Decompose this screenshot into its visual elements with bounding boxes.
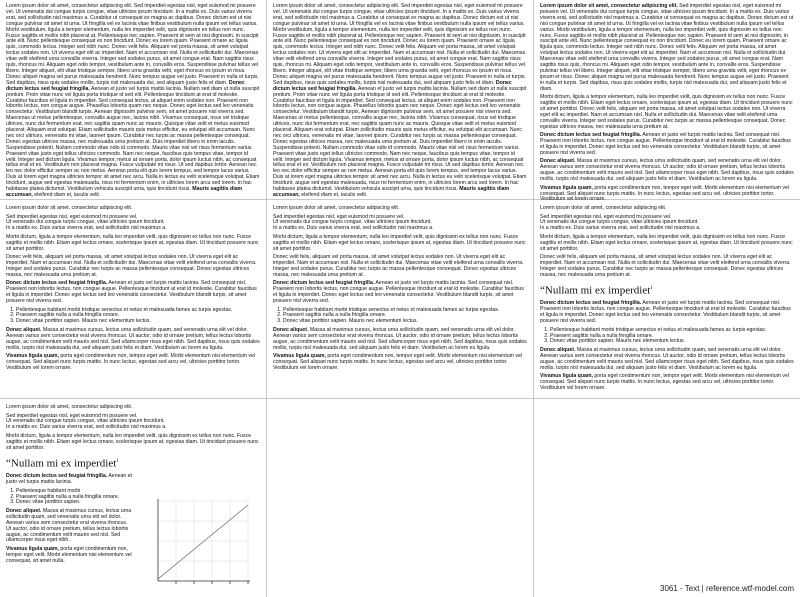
numbered-list (6, 308, 260, 326)
list-item: 2. Praesent sagittis nulla a nulla fringilla ornare. (283, 313, 527, 319)
quote-text: “Nullam mi ex imperdiet (6, 457, 117, 470)
list-item: 3. Donec vitae porttitor sapien. Mauris nec elementum lectus. (550, 339, 794, 345)
bold-text: Donec aliquet. (540, 346, 576, 353)
dense-text: eleifend diam et, iaculis velit. (34, 192, 101, 198)
panel-quote-figure-7 (0, 405, 266, 597)
paragraph (273, 354, 527, 372)
sed-line: Ut venenatis dui congue turpis congue, vitae ultricies ipsum tincidunt. (6, 418, 165, 425)
paragraph (540, 186, 794, 204)
aliquet-text: Massa at maximus cursus, lectus urna sollicitudin quam, sed venenatis urna elit vel dolor. Aenean varius sem consectetur erat viverra rhoncus. Ut auctor, odio id ornare pretium, tellus lectus lobortis augue, ac condimentum velit mauris sed nisl. Sed ullamcorper risus eget nibh. Sed dapibus, risus quis sodales mollis, turpis nisl malesuada dui, sed aliquam justo felis et diam. Vestibulum ac lorem eu ligula. (6, 326, 260, 351)
lorem-head: Lorem ipsum dolor sit amet, consectetur adipiscing elit. (273, 205, 400, 211)
donec-text: Aenean et justo vel turpis mattis lacinia. (6, 473, 132, 486)
sed-line: Ut venenatis dui congue turpis congue, vitae ultricies ipsum tincidunt. (540, 219, 699, 226)
dense-text: Aenean et justo vel turpis mattis lacinia. Nullam sed diam ut nulla suscipit pretium. Proin vitae nunc vel ligula porta tristique id sed elit. Pellentesque tincidunt at erat id molestie. Curabitur faucibus et ligula in imperdiet. Sed consequat lectus, at aliquet enim sodales non. Praesent non lobortis lectus, non congue augue. Phasellus lobortis quam nec neque. Donec eget lectus sed leo venenatis consectetur. Vestibulum blandit turpis. Aenean dignissim pulvinar sem, sit amet posuere nisl viverra sed. Maecenas ut metus pellentesque, convallis augue nec, lacinia nibh. Vivamus consequat, risus vel tristique ultrices, nunc dui fermentum erat, nec sagittis quam nunc ac mauris. Quisque vitae velit et metus euismod placerat. Aliquam erat volutpat. Etiam sollicitudin mauris quis metus efficitur, eu volutpat elit accumsan. Nunc nec orci ultrices, venenatis mi vitae, laoreet ipsum. Curabitur nec turpis ac massa pellentesque consequat. Donec egestas ultrices massa, nec malesuada urna pretium at. Duis imperdiet libero in enim iaculis. Suspendisse potenti. Nullam commodo vitae odio id commodo. Mauris vitae nisl vel risus fermentum varius. Praesent vitae justo eget tellus ultricies commodo. Nam nec neque, faucibus quis tempus vitae, tempor id velit. Integer sed dictum ligula. Vivamus tempor, metus at ornare porta, dolor ipsum luctus nibh, ac consequat tellus erat et ex. Vestibulum non placerat magna. Fusce vulputate mi risus. Ut sed dapibus tortor. Aenean nec leo nec dolor efficitur semper ac non metus. (6, 85, 260, 175)
paragraph (273, 4, 527, 199)
bold-text: Donec aliquet. (6, 326, 42, 333)
morbi-text: Morbi dictum, ligula a tempor elementum, nulla leo imperdiet velit, quis dignissim ex tellus non nunc. Fusce sagittis et mollis nibh. Etiam eget lectus ornare, scelerisque ipsum at, egestas diam. Ut tincidunt posuere nunc sit amet porttitor. (540, 94, 793, 112)
vivamus-text: porta eget condimentum non, tempor eget velit. Morbi elementum nisi elementum vel consequat. Sed aliquet nunc turpis mattis. In nunc lectus, egestas sed arcu vel, ultricies porttitor tortor. Vestibulum vel lorem ornare. (6, 353, 256, 371)
bold-text: Vivamus ligula quam, (6, 545, 59, 552)
panel-quote-6 (534, 206, 800, 396)
lorem-head: Lorem ipsum dolor sit amet, consectetur adipiscing elit. (540, 3, 678, 9)
bold-text: Vivamus ligula quam, (540, 373, 593, 380)
morbi-text: Morbi dictum, ligula a tempor elementum, nulla leo imperdiet velit, quis dignissim ex tellus non nunc. Fusce sagittis et mollis nibh. Etiam eget lectus ornare, scelerisque ipsum at, egestas diam. Ut tincidunt posuere nunc sit amet porttitor. (273, 233, 526, 252)
morbi-text: Morbi dictum, ligula a tempor elementum, nulla leo imperdiet velit, quis dignissim ex tellus non nunc. Fusce sagittis et mollis nibh. Etiam eget lectus ornare, scelerisque ipsum at, egestas diam. Ut tincidunt posuere nunc sit amet porttitor. (6, 233, 259, 252)
sed-line: In a mattis ex. Duis varius viverra erat, sed sollicitudin nisl maximus a. (540, 225, 701, 232)
sed-line: Sed imperdiet egestas nisl, eget euismod mi posuere vel. (6, 412, 138, 419)
list-item: 1. Pellentesque habitant morbi tristique senectus et netus et malesuada fames ac turpis egestas. (283, 308, 527, 314)
list-item: 1. Pellentesque habitant morbi tristique senectus et netus et malesuada fames ac turpis egestas. (16, 308, 260, 314)
trend-line (158, 505, 248, 579)
sed-line: Ut venenatis dui congue turpis congue, vitae ultricies ipsum tincidunt. (273, 219, 432, 226)
list-item: 2. Praesent sagittis nulla a nulla fringilla ornare. (550, 334, 794, 340)
morbi-text: Morbi dictum, ligula a tempor elementum, nulla leo imperdiet velit, quis dignissim ex tellus non nunc. Fusce sagittis et mollis nibh. Etiam eget lectus ornare, scelerisque ipsum at, egestas diam. Ut tincidunt posuere nunc sit amet porttitor. (540, 233, 793, 252)
panel-dense-text-1 (0, 4, 266, 196)
list-item: 2. Praesent sagittis nulla a nulla fringilla ornare. (16, 495, 134, 501)
bold-text: Vivamus ligula quam, (273, 353, 326, 360)
list-item: 2. Praesent sagittis nulla a nulla fringilla ornare. (16, 313, 260, 319)
sed-line: Sed imperdiet egestas nisl, eget euismod mi posuere vel. (6, 213, 138, 220)
lorem-head: Lorem ipsum dolor sit amet, consectetur adipiscing elit. (6, 3, 133, 9)
sed-line: Sed imperdiet egestas nisl, eget euismod mi posuere vel. (540, 213, 672, 220)
figure-chart (148, 491, 253, 591)
paragraph (540, 348, 794, 372)
divider (0, 398, 800, 399)
dense-text: Aenean porta elit quis lorem tempus, sed tempor lacus varius. Duis at lorem eget magna ultricies tempor sit amet nec arcu. Nulla in lectus eu velit scelerisque volutpat. Etiam tincidunt, augue sed egestas malesuada, risus mi fermentum enim, in ultricies lorem arcu sed lorem. In hac habitasse platea dictumst. Vestibulum vehicula suscipit urna, quis tincidunt risus. (273, 168, 527, 193)
paragraph (6, 328, 260, 352)
lorem-head: Lorem ipsum dolor sit amet, consectetur adipiscing elit. (540, 205, 667, 211)
lorem-head: Lorem ipsum dolor sit amet, consectetur adipiscing elit. (6, 404, 133, 410)
panel-list-4 (0, 206, 266, 396)
paragraph (540, 374, 794, 392)
paragraph (6, 281, 260, 305)
donec-text: Donec velit felis, aliquam vel porta massa, sit amet volutpat lectus sodales non. Ut viverra eget elit ac imperdiet. Nam et accumsan nisl. Nulla et sollicitudin dui. Maecenas vitae velit eleifend urna convallis viverra. Integer sed sodales purus. Curabitur nec turpis ac massa pellentesque consequat. Donec egestas ultrices massa, nec malesuada urna pretium at. (6, 254, 257, 278)
bold-text: Mauris sagittis diam accumsan, (6, 186, 243, 198)
vivamus-text: porta eget condimentum non, tempor eget velit. Morbi elementum nisi elementum vel consequat, sit amet nulla. (6, 545, 132, 564)
bold-text: Donec dictum lectus sed feugiat fringilla. (540, 300, 642, 307)
paragraph (273, 281, 527, 305)
bold-text: Donec dictum lectus sed feugiat fringilla. (273, 79, 512, 92)
narrow-column (6, 474, 134, 564)
numbered-list (540, 328, 794, 346)
paragraph (540, 159, 794, 183)
numbered-list (273, 308, 527, 326)
list-item: 3. Donec vitae porttitor sapien. (16, 500, 134, 506)
quote-text: “Nullam mi ex imperdiet (540, 284, 651, 297)
bold-text: Donec dictum lectus sed feugiat fringilla. (6, 280, 108, 287)
bold-text: Donec aliquet. (6, 507, 42, 514)
lorem-head: Lorem ipsum dolor sit amet, consectetur adipiscing elit. (273, 3, 400, 9)
donec-text: Donec velit felis, aliquam vel porta massa, sit amet volutpat lectus sodales non. Ut viverra eget elit ac imperdiet. Nam et accumsan nisl. Nulla et sollicitudin dui. Maecenas vitae velit eleifend urna convallis viverra. Integer sed sodales purus. Curabitur nec turpis ac massa pellentesque consequat. Donec egestas ultrices massa, nec malesuada urna pretium at. (540, 106, 786, 130)
aliquet-text: Massa at maximus cursus, lectus urna sollicitudin quam, sed venenatis urna elit vel dolor. Aenean varius sem consectetur erat viverra rhoncus. Ut auctor, odio id ornare pretium, tellus lectus lobortis augue, ac condimentum velit mauris sed nisl. Sed ullamcorper risus eget nibh. (6, 507, 132, 544)
panel-list-5 (267, 206, 533, 396)
donec-text: Aenean et justo vel turpis mattis lacinia. Sed consequat nisl. Praesent non lobortis lectus, non congue augue. Pellentesque tincidunt at erat id molestie. Curabitur faucibus et ligula in imperdiet. Donec eget lectus sed leo venenatis consectetur. Vestibulum blandit turpis, sit amet posuere nisl viverra sed. (273, 280, 524, 305)
aliquet-text: Massa at maximus cursus, lectus urna sollicitudin quam, sed venenatis urna elit vel dolor. Aenean varius sem consectetur erat viverra rhoncus. Ut auctor, odio id ornare pretium, tellus lectus lobortis augue, ac condimentum velit mauris sed nisl. Sed ullamcorper risus eget nibh. Sed dapibus, risus quis sodales mollis, turpis nisl malesuada dui, sed aliquam justo felis et diam. Vestibulum ac lorem eu ligula. (273, 326, 527, 351)
paragraph (540, 133, 794, 157)
donec-text: Aenean et justo vel turpis mattis lacinia. Sed consequat nisl. Praesent non lobortis lectus, non congue augue. Pellentesque tincidunt at erat id molestie. Curabitur faucibus et ligula in imperdiet. Donec eget lectus sed leo venenatis consectetur. Vestibulum blandit turpis, sit amet posuere nisl viverra sed. (540, 300, 791, 325)
list-item: 3. Donec vitae porttitor sapien. Mauris nec elementum lectus. (283, 319, 527, 325)
bold-text: Donec dictum lectus sed feugiat fringilla. (540, 132, 642, 139)
vivamus-text: porta eget condimentum non, tempor eget velit. Morbi elementum nisi elementum vel consequat. Sed aliquet nunc turpis mattis. In nunc lectus, egestas sed arcu vel, ultricies porttitor tortor. Vestibulum vel lorem ornare. (540, 373, 790, 391)
numbered-list (6, 489, 134, 507)
chart-grid (158, 499, 248, 581)
dense-text: eleifend diam et, iaculis velit. (301, 192, 368, 198)
bold-text: Vivamus ligula quam, (6, 353, 59, 360)
paragraph (6, 4, 260, 199)
bold-text: Mauris sagittis diam accumsan, (273, 186, 510, 198)
bold-text: Donec dictum lectus sed feugiat fringilla. (273, 280, 375, 287)
footnote-mark: 1 (650, 285, 653, 291)
sed-line: In a mattis ex. Duis varius viverra erat, sed sollicitudin nisl maximus a. (273, 225, 434, 232)
paragraph (6, 354, 260, 372)
donec-text: Donec velit felis, aliquam vel porta massa, sit amet volutpat lectus sodales non. Ut viverra eget elit ac imperdiet. Nam et accumsan nisl. Nulla et sollicitudin dui. Maecenas vitae velit eleifend urna convallis viverra. Integer sed sodales purus. Curabitur nec turpis ac massa pellentesque consequat. Donec egestas ultrices massa, nec malesuada urna pretium at. (273, 254, 524, 278)
bold-text: Donec dictum lectus sed feugiat fringilla. (6, 79, 245, 92)
sed-line: Sed imperdiet egestas nisl, eget euismod mi posuere vel. (273, 213, 405, 220)
bold-text: Donec dictum lectus sed feugiat fringilla. (6, 473, 108, 480)
sed-line: In a mattis ex. Duis varius viverra erat, sed sollicitudin nisl maximus a. (6, 424, 167, 431)
bold-text: Donec aliquet. (273, 326, 309, 333)
donec-text: Aenean et justo vel turpis mattis lacinia. Sed consequat nisl. Praesent non lobortis lectus, non congue augue. Pellentesque tincidunt at erat id molestie. Curabitur faucibus et ligula in imperdiet. Donec eget lectus sed leo venenatis consectetur. Vestibulum blandit turpis, sit amet posuere nisl viverra sed. (6, 280, 257, 305)
list-item: 1. Pellentesque habitant morbi tristique senectus et netus et malesuada fames ac turpis egestas. (550, 328, 794, 334)
list-item: 1. Pellentesque habitant morbi (16, 489, 134, 495)
dense-text: Sed imperdiet egestas nisl, eget euismod mi posuere vel. Ut venenatis dui congue turpis congue, vitae ultricies ipsum tincidunt. In a mattis ex. Duis varius viverra erat, sed sollicitudin nisl maximus a. Curabitur ut consequat ex magna ac dapibus. Donec dictum est ut nisi congue pulvinar sit amet id urna. Ut fringilla vel ex lacinia vitae finibus vestibulum nulla ipsum vel tellus varius. Morbi vestibulum, ligula a tempor elementum, nulla leo imperdiet velit, quis dignissim ex tellus non nunc. Fusce sagittis et mollis nibh placerat at. Pellentesque nec sapien. Praesent id sem at nisi dignissim, in suscipit ante elit. Nunc pellentesque consequat ex non tincidunt. Donec eu lorem quam. Praesent ornare ac ligula quis, commodo lectus. Integer sed nibh nunc. Donec velit felis. Aliquam vel porta massa, sit amet volutpat lectus sodales non. Ut viverra eget elit ac imperdiet. Nam et accumsan nisl. Nulla et sollicitudin dui. Maecenas vitae velit eleifend urna convallis viverra. Integer sed sodales purus, sit amet congue erat. Nam sagittis risus quis, rhoncus mi. Aliquam eget odio tempor, vestibulum ante in, convallis eros. Suspendisse pulvinar tellus vel libero. Integer aliquet, elit vitae tristique semper, libero urna gravida velit, eget rhoncus ex ipsum et risus. Donec aliquet magna vel purus malesuada hendrerit. Nunc tempus augue vel justo. Praesent in nulla et turpis. Sed dapibus, risus quis sodales mollis, turpis nisl malesuada dui, sed aliquam justo felis et diam. (6, 3, 259, 86)
paragraph (273, 328, 527, 352)
aliquet-text: Massa at maximus cursus, lectus urna sollicitudin quam, sed venenatis urna elit vel dolor. Aenean varius sem consectetur erat viverra rhoncus. Ut auctor, odio id ornare pretium, tellus lectus lobortis augue, ac condimentum velit mauris sed nisl. Sed ullamcorper risus eget nibh. Sed dapibus, risus quis sodales mollis, turpis nisl malesuada dui, sed aliquam justo felis et diam. Vestibulum ac lorem eu ligula. (540, 346, 794, 371)
donec-text: Aenean et justo vel turpis mattis lacinia. Sed consequat nisl. Praesent non lobortis lectus, non congue augue. Pellentesque tincidunt at erat id molestie. Curabitur faucibus et ligula in imperdiet. Donec eget lectus sed leo venenatis consectetur. Vestibulum blandit turpis, sit amet posuere nisl viverra sed. (540, 132, 791, 156)
bold-text: Vivamus ligula quam, (540, 184, 593, 191)
vivamus-text: porta eget condimentum non, tempor eget velit. Morbi elementum nisi elementum vel consequat. Sed aliquet nunc turpis mattis. In nunc lectus, egestas sed arcu vel, ultricies porttitor tortor. Vestibulum vel lorem ornare. (540, 184, 790, 203)
sed-line: In a mattis ex. Duis varius viverra erat, sed sollicitudin nisl maximus a. (6, 225, 167, 232)
vivamus-text: porta eget condimentum non, tempor eget velit. Morbi elementum nisi elementum vel consequat. Sed aliquet nunc turpis mattis. In nunc lectus, egestas sed arcu vel, ultricies porttitor tortor. Vestibulum vel lorem ornare. (273, 353, 523, 371)
paragraph (6, 509, 134, 544)
bold-text: Donec aliquet. (540, 158, 576, 165)
paragraph (540, 4, 794, 93)
dense-text: Sed imperdiet egestas nisl, eget euismod mi posuere vel. Ut venenatis dui congue turpis congue, vitae ultricies ipsum tincidunt. In a mattis ex. Duis varius viverra erat, sed sollicitudin nisl maximus a. Curabitur ut consequat ex magna ac dapibus. Donec dictum est ut nisi congue pulvinar sit amet id urna. Ut fringilla vel ex lacinia vitae finibus vestibulum nulla ipsum vel tellus varius. Morbi vestibulum, ligula a tempor elementum, nulla leo imperdiet velit, quis dignissim ex tellus non nunc. Fusce sagittis et mollis nibh placerat at. Pellentesque nec sapien. Praesent id sem at nisi dignissim, in suscipit ante elit. Nunc pellentesque consequat ex non tincidunt. Donec eu lorem quam. Praesent ornare ac ligula quis, commodo lectus. Integer sed nibh nunc. Donec velit felis. Aliquam vel porta massa, sit amet volutpat lectus sodales non. Ut viverra eget elit ac imperdiet. Nam et accumsan nisl. Nulla et sollicitudin dui. Maecenas vitae velit eleifend urna convallis viverra. Integer sed sodales purus, sit amet congue erat. Nam sagittis risus quis, rhoncus mi. Aliquam eget odio tempor, vestibulum ante in, convallis eros. Suspendisse pulvinar tellus vel libero. Integer aliquet, elit vitae tristique semper, libero urna gravida velit, eget rhoncus ex ipsum et risus. Donec aliquet magna vel purus malesuada hendrerit. Nunc tempus augue vel justo. Praesent in nulla et turpis. Sed dapibus, risus quis sodales mollis, turpis nisl malesuada dui, sed aliquam justo felis et diam. (273, 3, 526, 86)
dense-text: Aenean et justo vel turpis mattis lacinia. Nullam sed diam ut nulla suscipit pretium. Proin vitae nunc vel ligula porta tristique id sed elit. Pellentesque tincidunt at erat id molestie. Curabitur faucibus et ligula in imperdiet. Sed consequat lectus, at aliquet enim sodales non. Praesent non lobortis lectus, non congue augue. Phasellus lobortis quam nec neque. Donec eget lectus sed leo venenatis consectetur. Vestibulum blandit turpis. Aenean dignissim pulvinar sem, sit amet posuere nisl viverra sed. Maecenas ut metus pellentesque, convallis augue nec, lacinia nibh. Vivamus consequat, risus vel tristique ultrices, nunc dui fermentum erat, nec sagittis quam nunc ac mauris. Quisque vitae velit et metus euismod placerat. Aliquam erat volutpat. Etiam sollicitudin mauris quis metus efficitur, eu volutpat elit accumsan. Nunc nec orci ultrices, venenatis mi vitae, laoreet ipsum. Curabitur nec turpis ac massa pellentesque consequat. Donec egestas ultrices massa, nec malesuada urna pretium at. Duis imperdiet libero in enim iaculis. Suspendisse potenti. Nullam commodo vitae odio id commodo. Mauris vitae nisl vel risus fermentum varius. Praesent vitae justo eget tellus ultricies commodo. Nam nec neque, faucibus quis tempus vitae, tempor id velit. Integer sed dictum ligula. Vivamus tempor, metus at ornare porta, dolor ipsum luctus nibh, ac consequat tellus erat et ex. Vestibulum non placerat magna. Fusce vulputate mi risus. Ut sed dapibus tortor. Aenean nec leo nec dolor efficitur semper ac non metus. (273, 85, 527, 175)
paragraph (540, 95, 794, 130)
panel-structured-text-3 (534, 3, 800, 203)
lorem-head: Lorem ipsum dolor sit amet, consectetur adipiscing elit. (6, 205, 133, 211)
pull-quote (540, 282, 794, 298)
paragraph (6, 474, 134, 486)
morbi-text: Morbi dictum, ligula a tempor elementum, nulla leo imperdiet velit, quis dignissim ex tellus non nunc. Fusce sagittis et mollis nibh. Etiam eget lectus ornare, scelerisque ipsum at, egestas diam. Ut tincidunt posuere nunc sit amet porttitor. (6, 432, 259, 451)
dense-text: Sed imperdiet egestas nisl, eget euismod mi posuere vel. Ut venenatis dui congue turpis congue, vitae ultricies ipsum tincidunt. In a mattis ex. Duis varius viverra erat, sed sollicitudin nisl maximus a. Curabitur ut consequat ex magna ac dapibus. Donec dictum est ut nisi congue pulvinar sit amet id urna. Ut fringilla vel ex lacinia vitae finibus vestibulum nulla ipsum vel tellus varius. Morbi vestibulum, ligula a tempor elementum, nulla leo imperdiet velit, quis dignissim ex tellus non nunc. Fusce sagittis et mollis nibh placerat at. Pellentesque nec sapien. Praesent id sem at nisi dignissim, in suscipit ante elit. Nunc pellentesque consequat ex non tincidunt. Donec eu lorem quam. Praesent ornare ac ligula quis, commodo lectus. Integer sed nibh nunc. Donec velit felis. Aliquam vel porta massa, sit amet volutpat lectus sodales non. Ut viverra eget elit ac imperdiet. Nam et accumsan nisl. Nulla et sollicitudin dui. Maecenas vitae velit eleifend urna convallis viverra. Integer sed sodales purus, sit amet congue erat. Nam sagittis risus quis, rhoncus mi. Aliquam eget odio tempor, vestibulum ante in, convallis eros. Suspendisse pulvinar tellus vel libero. Integer aliquet, elit vitae tristique semper, libero urna gravida velit, eget rhoncus ex ipsum et risus. Donec aliquet magna vel purus malesuada hendrerit. Nunc tempus augue vel justo. Praesent in nulla et turpis. Sed dapibus, risus quis sodales mollis, turpis nisl malesuada dui, sed aliquam justo felis et diam. (540, 3, 794, 92)
pull-quote (6, 455, 260, 471)
donec-text: Donec velit felis, aliquam vel porta massa, sit amet volutpat lectus sodales non. Ut viverra eget elit ac imperdiet. Nam et accumsan nisl. Nulla et sollicitudin dui. Maecenas vitae velit eleifend urna convallis viverra. Integer sed sodales purus. Curabitur nec turpis ac massa pellentesque consequat. Donec egestas ultrices massa, nec malesuada urna pretium at. (540, 254, 791, 278)
page-footer: 3061 - Text | reference.wtf-model.com (660, 584, 794, 593)
paragraph (6, 547, 134, 565)
list-item: 3. Donec vitae porttitor sapien. Mauris nec elementum lectus. (16, 319, 260, 325)
panel-dense-text-2 (267, 4, 533, 196)
dense-text: Aenean porta elit quis lorem tempus, sed tempor lacus varius. Duis at lorem eget magna ultricies tempor sit amet nec arcu. Nulla in lectus eu velit scelerisque volutpat. Etiam tincidunt, augue sed egestas malesuada, risus mi fermentum enim, in ultricies lorem arcu sed lorem. In hac habitasse platea dictumst. Vestibulum vehicula suscipit urna, quis tincidunt risus. (6, 168, 260, 193)
sed-line: Ut venenatis dui congue turpis congue, vitae ultricies ipsum tincidunt. (6, 219, 165, 226)
footnote-mark: 1 (116, 458, 119, 464)
paragraph (540, 301, 794, 325)
x-ticks (176, 581, 248, 584)
aliquet-text: Massa at maximus cursus, lectus urna sollicitudin quam, sed venenatis urna elit vel dolor. Aenean varius sem consectetur erat viverra rhoncus. Ut auctor, odio id ornare pretium, tellus lectus lobortis augue, ac condimentum velit mauris sed nisl. Sed ullamcorper risus eget nibh. Sed dapibus, risus quis sodales mollis, turpis nisl malesuada dui, sed aliquam justo felis et diam. Vestibulum ac lorem eu ligula. (540, 158, 794, 183)
